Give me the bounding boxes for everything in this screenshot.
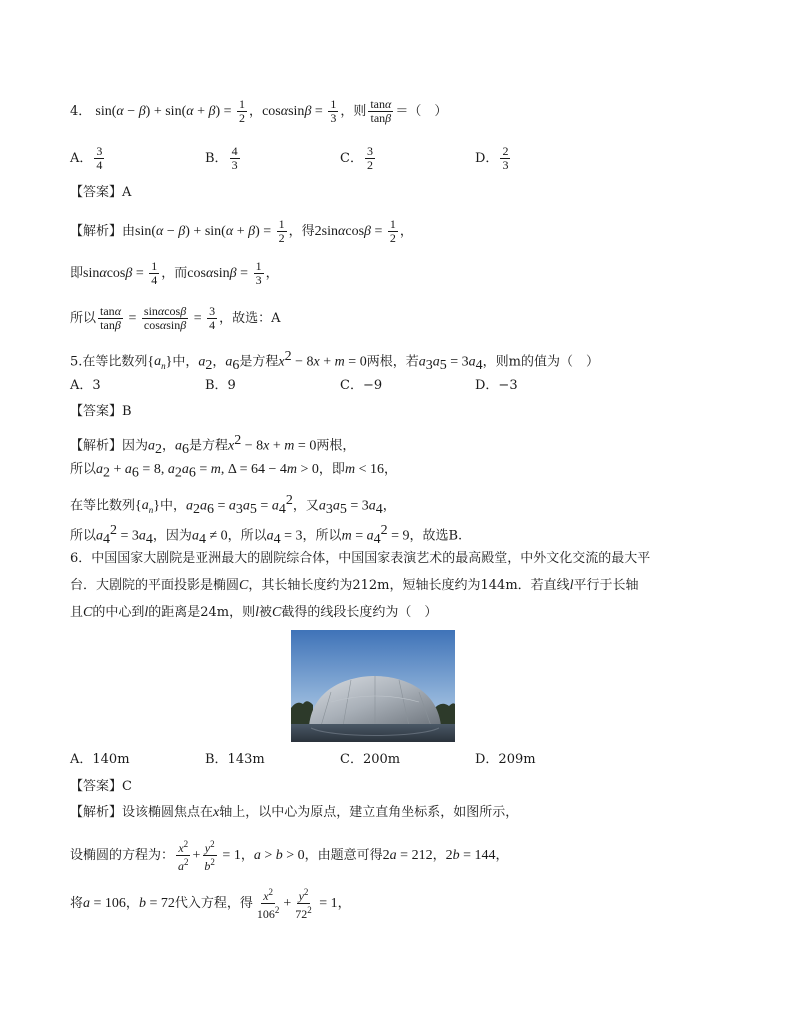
q6-option-b: B．143m [205,752,265,767]
q5-option-c: C．−9 [340,378,383,393]
q6-stem-1: 6．中国国家大剧院是亚洲最大的剧院综合体，中国国家表演艺术的最高殿堂，中外文化交流的最大平 [70,551,651,566]
q4-analysis-2: 即sinαcosβ = $\frac{1}{4}$ ，而cosαsinβ = $\frac{1}{3}$ ， [70,259,279,287]
q4-option-c: C． $\frac{3}{2}$ [340,144,373,172]
q4-option-d: D． $\frac{2}{3}$ [475,144,509,172]
q6-option-d: D．209m [475,752,536,767]
q4-option-a: A． $\frac{3}{4}$ [70,144,103,172]
q6-analysis-3: 将a = 106，b = 72代入方程，得 $\frac{x^2}{106^2}$ + $\frac{y^2}{72^2}$ = 1， [70,887,351,921]
q5-option-a: A．3 [70,378,101,393]
q4-analysis-1: 【解析】由sin(α − β) + sin(α + β) = $\frac{1}{2}$ ，得2sinαcosβ = $\frac{1}{2}$ ， [70,217,413,245]
q5-answer: 【答案】B [70,404,132,419]
q4-option-b: B． $\frac{4}{3}$ [205,144,238,172]
q5-analysis-3: 在等比数列$\{a_n\}$中，$a_2a_6 = a_3a_5 = a_4^2$，又$a_3a_5 = 3a_4$， [70,493,396,517]
q6-stem-2: 台．大剧院的平面投影是椭圆C，其长轴长度约为212m，短轴长度约为144m．若直线l平行于长轴 [70,578,639,593]
q5-option-b: B．9 [205,378,236,393]
q4-stem: 4． sin(α − β) + sin(α + β) = $\frac{1}{2}$ ，cosαsinβ = $\frac{1}{3}$ ，则 $\frac{\tan\alpha}{\tan\beta}$ ＝（ ） [70,97,448,125]
q4-analysis-3: 所以 $\frac{\tan\alpha}{\tan\beta}$ = $\frac{\sin\alpha\cos\beta}{\cos\alpha\sin\beta}$ = $\frac{3}{4}$ ，故选：A [70,304,281,332]
q5-analysis-2: 所以$a_2 + a_6 = 8$, $a_2a_6 = m$, Δ = 64 − 4m > 0，即m < 16， [70,462,397,481]
q4-answer: 【答案】A [70,185,132,200]
q6-answer: 【答案】C [70,779,132,794]
q6-option-c: C．200m [340,752,401,767]
q5-analysis-1: 【解析】因为$a_2$，$a_6$是方程$x^2 - 8x + m = 0$两根， [70,433,356,457]
q6-option-a: A．140m [70,752,130,767]
q6-analysis-2: 设椭圆的方程为： $\frac{x^2}{a^2}$ + $\frac{y^2}{b^2}$ = 1，a > b > 0，由题意可得2a = 212，2b = 144， [70,839,509,873]
q5-option-d: D．−3 [475,378,518,393]
q5-stem: 5.在等比数列$\{a_n\}$中，$a_2$，$a_6$是方程$x^2 - 8x + m = 0$两根，若$a_3a_5 = 3a_4$，则m的值为（ ） [70,349,599,373]
q6-stem-3: 且C的中心到l的距离是24m，则l被C截得的线段长度约为（ ） [70,605,438,620]
theater-photo [291,630,455,742]
q5-analysis-4: 所以$a_4^2 = 3a_4$，因为$a_4 \ne 0$，所以$a_4 = 3$，所以$m = a_4^2 = 9$，故选B. [70,523,463,547]
theater-photo-svg [291,630,455,742]
q6-analysis-1: 【解析】设该椭圆焦点在x轴上，以中心为原点，建立直角坐标系，如图所示， [70,805,519,820]
